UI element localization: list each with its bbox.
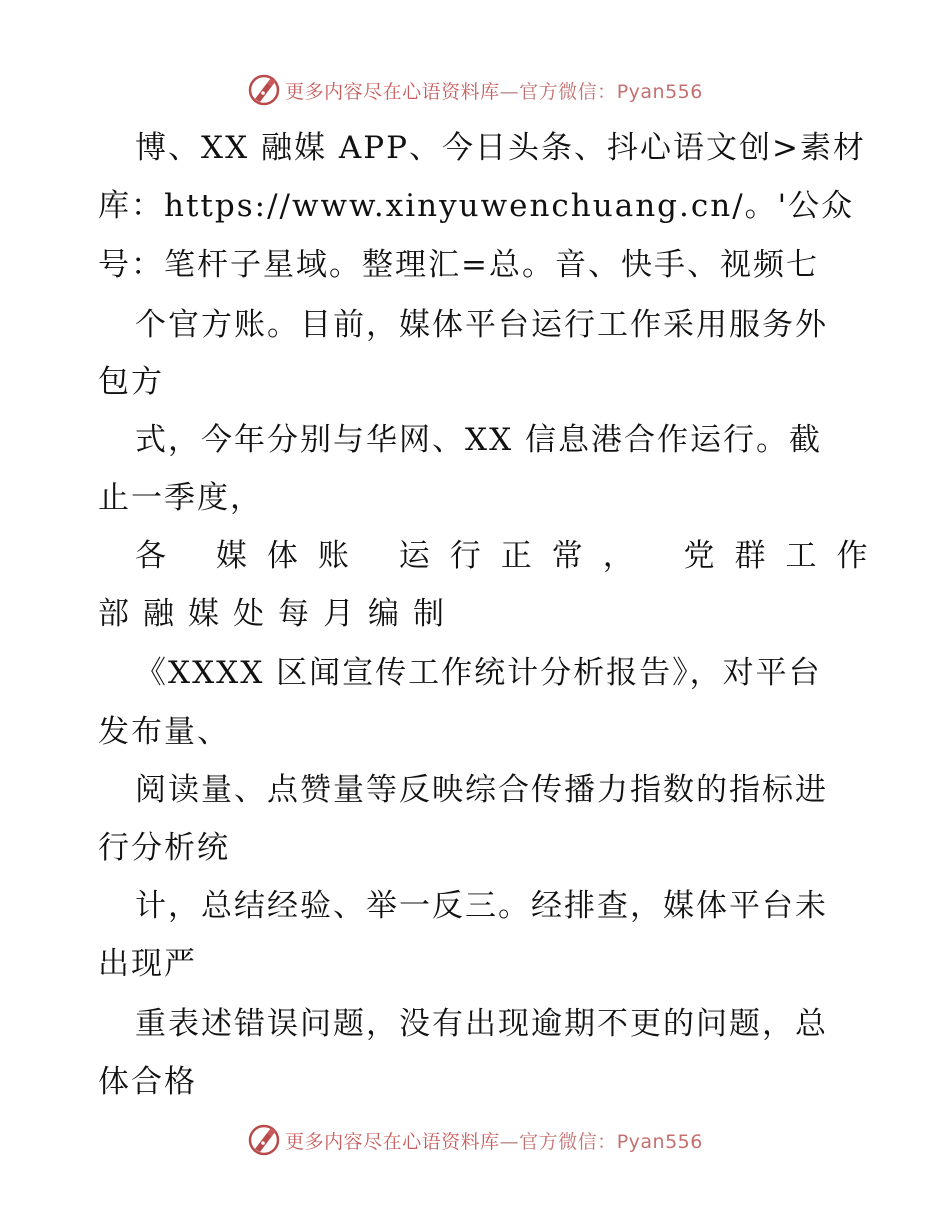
banner-separator: — [499,1130,520,1153]
text-line-1: 博、XX 融媒 APP、今日头条、抖心语文创>素材 [135,130,866,166]
text-line-7: 止一季度， [98,480,263,516]
footer-banner [0,1120,950,1160]
text-line-15: 出现严 [98,946,197,982]
text-line-8: 各 媒体账 运行正常， 党群工作 [135,538,888,574]
banner-contact-label: 官方微信： [519,80,617,103]
text-line-6: 式，今年分别与华网、XX 信息港合作运行。截 [135,422,822,458]
banner-main-text: 更多内容尽在心语资料库 [285,1130,500,1153]
text-line-5: 包方 [98,364,164,400]
banner-separator: — [499,80,520,103]
text-line-14: 计，总结经验、举一反三。经排查，媒体平台未 [135,888,828,924]
text-line-11: 发布量、 [98,714,230,750]
text-line-9: 部融媒处每月编制 [98,596,458,632]
pen-nib-logo-icon [247,1123,281,1157]
text-line-12: 阅读量、点赞量等反映综合传播力指数的指标进 [135,772,828,808]
banner-contact-label: 官方微信： [519,1130,617,1153]
banner-main-text: 更多内容尽在心语资料库 [285,80,500,103]
text-line-17: 体合格 [98,1064,197,1100]
banner-text [285,1127,703,1154]
text-line-4: 个官方账。目前，媒体平台运行工作采用服务外 [135,307,828,343]
text-line-10: 《XXXX 区闻宣传工作统计分析报告》，对平台 [135,655,822,691]
banner-contact-id: Pyan556 [616,80,703,103]
banner-contact-id: Pyan556 [616,1130,703,1153]
text-line-16: 重表述错误问题，没有出现逾期不更的问题，总 [135,1006,828,1042]
text-line-2: 库：https://www.xinyuwenchuang.cn/。'公众 [98,188,855,224]
text-line-3: 号：笔杆子星域。整理汇=总。音、快手、视频七 [98,247,819,283]
text-line-13: 行分析统 [98,830,230,866]
